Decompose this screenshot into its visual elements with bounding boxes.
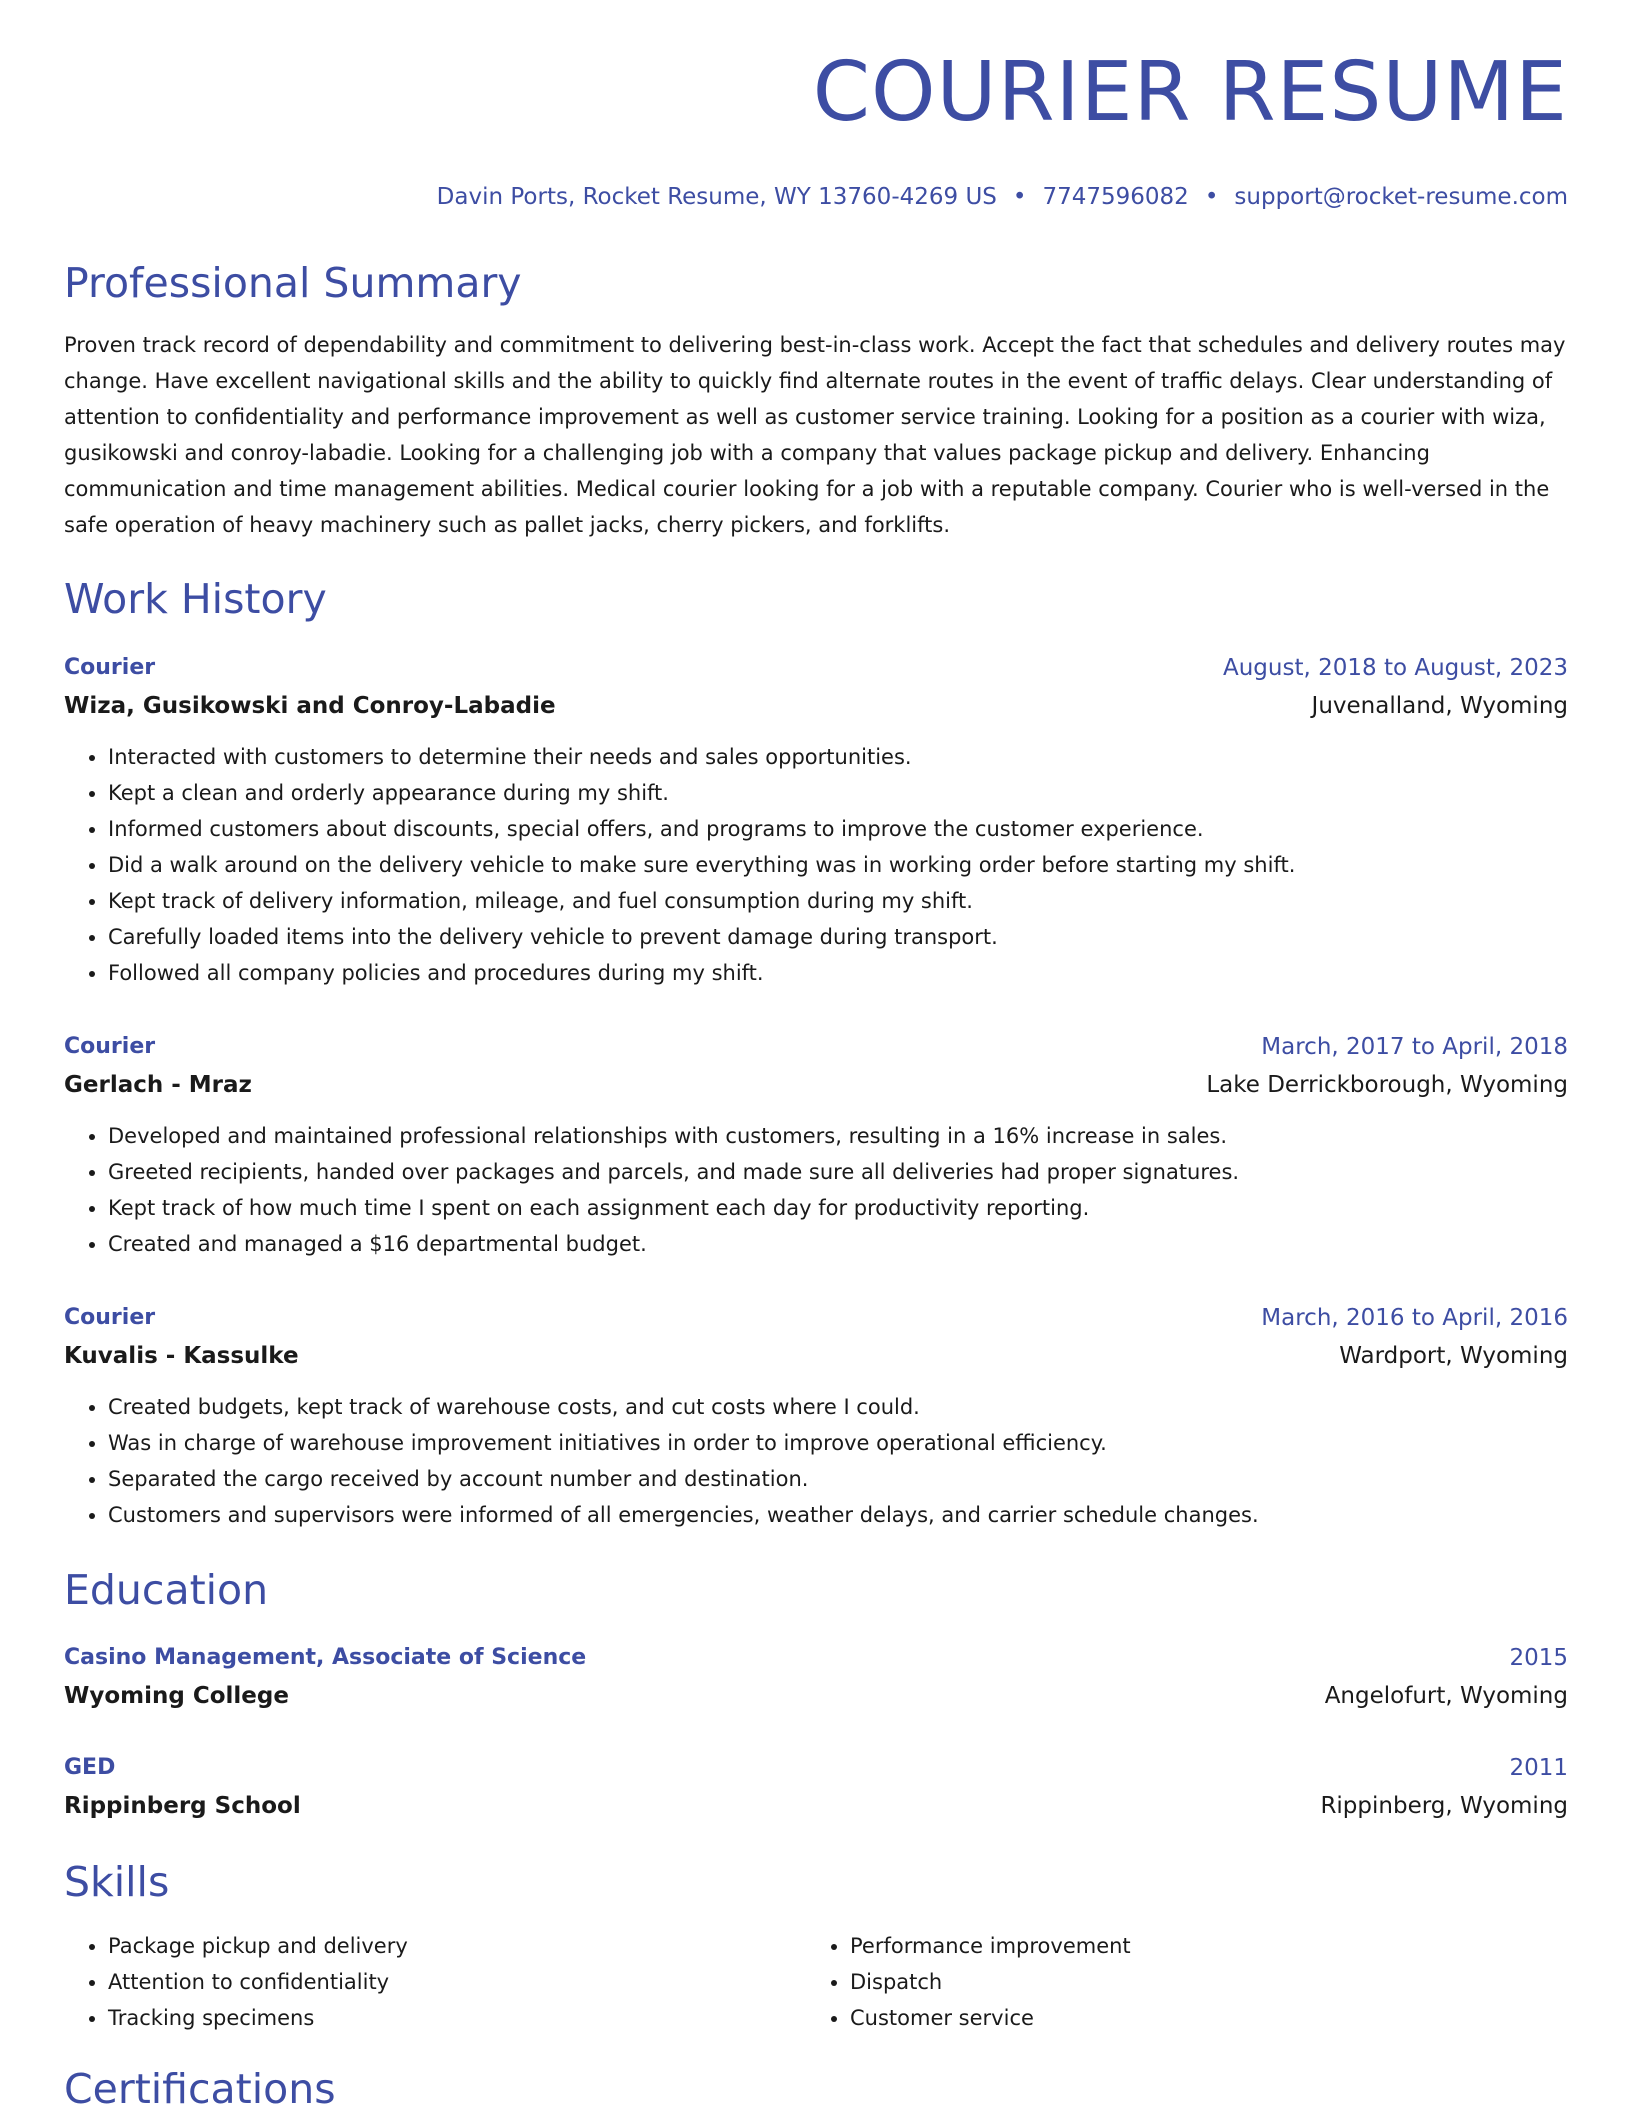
contact-separator: • xyxy=(1204,184,1219,210)
contact-line xyxy=(437,182,1568,212)
skills-heading: Skills xyxy=(64,1858,170,1906)
job-location: Juvenalland, Wyoming xyxy=(1311,693,1568,719)
contact-phone: 7747596082 xyxy=(1042,184,1189,210)
job-company: Gerlach - Mraz xyxy=(64,1072,252,1098)
job-location: Lake Derrickborough, Wyoming xyxy=(1206,1072,1568,1098)
education-section xyxy=(64,1566,1568,1614)
education-school: Wyoming College xyxy=(64,1683,289,1709)
job-entry xyxy=(64,649,1568,991)
job-role: Courier xyxy=(64,1034,156,1059)
list-item: • Developed and maintained professional relationships with customers, resulting in a 16% increase in sales. xyxy=(108,1118,1568,1154)
contact-address: Davin Ports, Rocket Resume, WY 13760-4269 US xyxy=(436,184,997,210)
list-item: • Performance improvement xyxy=(850,1928,1506,1964)
list-item: • Followed all company policies and procedures during my shift. xyxy=(108,955,1568,991)
skills-list xyxy=(64,1928,1568,2048)
contact-separator: • xyxy=(1012,184,1027,210)
list-item: • Created and managed a $16 departmental budget. xyxy=(108,1226,1568,1262)
list-item: • Carefully loaded items into the delivery vehicle to prevent damage during transport. xyxy=(108,919,1568,955)
list-item: • Kept track of how much time I spent on each assignment each day for productivity reporting. xyxy=(108,1190,1568,1226)
education-entry xyxy=(64,1749,1568,1825)
job-role: Courier xyxy=(64,655,156,680)
education-degree: GED xyxy=(64,1755,116,1780)
list-item: • Interacted with customers to determine their needs and sales opportunities. xyxy=(108,739,1568,775)
summary-section xyxy=(64,259,1568,543)
list-item: • Kept track of delivery information, mileage, and fuel consumption during my shift. xyxy=(108,883,1568,919)
list-item: • Customers and supervisors were informed of all emergencies, weather delays, and carrier schedule changes. xyxy=(108,1497,1568,1533)
summary-text: Proven track record of dependability and commitment to delivering best-in-class work. Accept the fact that schedules and delivery routes may change. Have excellent navigational skills and the ability to quickly find alternate routes in the event of traffic delays. Clear understanding of attention to confidentiality and performance improvement as well as customer service training. Looking for a position as a courier with wiza, gusikowski and conroy-labadie. Looking for a challenging job with a company that values package pickup and delivery. Enhancing communication and time management abilities. Medical courier looking for a job with a reputable company. Courier who is well-versed in the safe operation of heavy machinery such as pallet jacks, cherry pickers, and forklifts. xyxy=(64,333,1566,537)
work-history-heading: Work History xyxy=(64,575,327,623)
education-entry xyxy=(64,1639,1568,1715)
list-item: • Was in charge of warehouse improvement initiatives in order to improve operational efficiency. xyxy=(108,1425,1568,1461)
list-item: • Dispatch xyxy=(850,1964,1506,2000)
job-bullets xyxy=(64,1118,1568,1262)
list-item: • Did a walk around on the delivery vehicle to make sure everything was in working order before starting my shift. xyxy=(108,847,1568,883)
job-entry xyxy=(64,1028,1568,1262)
job-company: Wiza, Gusikowski and Conroy-Labadie xyxy=(64,693,556,719)
job-entry xyxy=(64,1299,1568,1533)
list-item: • Created budgets, kept track of warehouse costs, and cut costs where I could. xyxy=(108,1389,1568,1425)
resume-title: COURIER RESUME xyxy=(812,45,1568,140)
education-degree: Casino Management, Associate of Science xyxy=(64,1645,587,1670)
skills-section xyxy=(64,1858,1568,1906)
job-bullets xyxy=(64,739,1568,991)
skills-column-left xyxy=(64,1928,764,2036)
education-location: Angelofurt, Wyoming xyxy=(1324,1683,1568,1709)
job-location: Wardport, Wyoming xyxy=(1339,1343,1568,1369)
job-company: Kuvalis - Kassulke xyxy=(64,1343,299,1369)
list-item: • Greeted recipients, handed over packages and parcels, and made sure all deliveries had proper signatures. xyxy=(108,1154,1568,1190)
skills-column-right xyxy=(806,1928,1506,2036)
list-item: • Separated the cargo received by account number and destination. xyxy=(108,1461,1568,1497)
certifications-section xyxy=(64,2065,1568,2113)
education-school: Rippinberg School xyxy=(64,1793,301,1819)
job-dates: March, 2016 to April, 2016 xyxy=(1261,1305,1568,1331)
education-year: 2011 xyxy=(1509,1755,1568,1781)
job-dates: August, 2018 to August, 2023 xyxy=(1223,655,1568,681)
education-year: 2015 xyxy=(1509,1645,1568,1671)
job-bullets xyxy=(64,1389,1568,1533)
contact-email: support@rocket-resume.com xyxy=(1234,184,1568,210)
list-item: • Kept a clean and orderly appearance during my shift. xyxy=(108,775,1568,811)
list-item: • Customer service xyxy=(850,2000,1506,2036)
list-item: • Tracking specimens xyxy=(108,2000,764,2036)
job-role: Courier xyxy=(64,1305,156,1330)
certifications-heading: Certifications xyxy=(64,2065,336,2113)
summary-heading: Professional Summary xyxy=(64,259,522,307)
work-history-section xyxy=(64,575,1568,623)
education-heading: Education xyxy=(64,1566,269,1614)
list-item: • Informed customers about discounts, special offers, and programs to improve the customer experience. xyxy=(108,811,1568,847)
job-dates: March, 2017 to April, 2018 xyxy=(1261,1034,1568,1060)
education-location: Rippinberg, Wyoming xyxy=(1320,1793,1568,1819)
list-item: • Attention to confidentiality xyxy=(108,1964,764,2000)
list-item: • Package pickup and delivery xyxy=(108,1928,764,1964)
